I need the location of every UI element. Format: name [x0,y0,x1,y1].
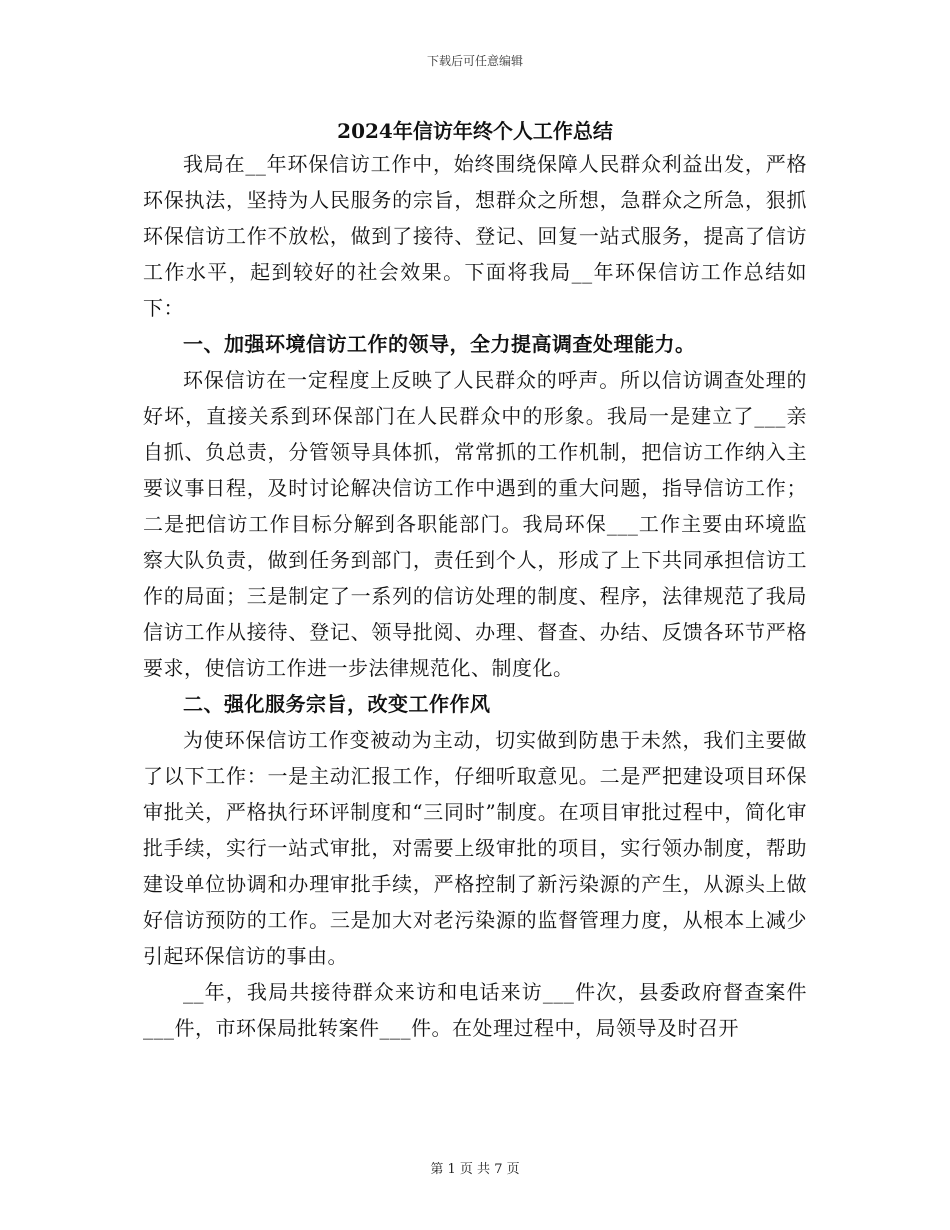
header-note: 下载后可任意编辑 [426,54,523,68]
section-1-paragraph: 环保信访在一定程度上反映了人民群众的呼声。所以信访调查处理的好坏，直接关系到环保部门在人民群众中的形象。我局一是建立了___亲自抓、负总责，分管领导具体抓，常常抓的工作机制，把信访工作纳入主要议事日程，及时讨论解决信访工作中遇到的重大问题，指导信访工作；二是把信访工作目标分解到各职能部门。我局环保___工作主要由环境监察大队负责，做到任务到部门，责任到个人，形成了上下共同承担信访工作的局面；三是制定了一系列的信访处理的制度、程序，法律规范了我局信访工作从接待、登记、领导批阅、办理、督查、办结、反馈各环节严格要求，使信访工作进一步法律规范化、制度化。 [143,368,807,680]
document-title: 2024年信访年终个人工作总结 [337,119,613,143]
intro-paragraph: 我局在__年环保信访工作中，始终围绕保障人民群众利益出发，严格环保执法，坚持为人民服务的宗旨，想群众之所想，急群众之所急，狠抓环保信访工作不放松，做到了接待、登记、回复一站式服务，提高了信访工作水平，起到较好的社会效果。下面将我局__年环保信访工作总结如下： [143,152,807,320]
document-body [143,146,807,1046]
section-heading-1: 一、加强环境信访工作的领导，全力提高调查处理能力。 [183,332,696,356]
section-2-paragraph: 为使环保信访工作变被动为主动，切实做到防患于未然，我们主要做了以下工作：一是主动汇报工作，仔细听取意见。二是严把建设项目环保审批关，严格执行环评制度和“三同时”制度。在项目审批过程中，简化审批手续，实行一站式审批，对需要上级审批的项目，实行领办制度，帮助建设单位协调和办理审批手续，严格控制了新污染源的产生，从源头上做好信访预防的工作。三是加大对老污染源的监督管理力度，从根本上减少引起环保信访的事由。 [143,728,807,968]
page-footer: 第 1 页 共 7 页 [430,1162,520,1177]
section-heading-2: 二、强化服务宗旨，改变工作作风 [183,692,491,716]
statistics-paragraph: __年，我局共接待群众来访和电话来访___件次，县委政府督查案件___件，市环保局批转案件___件。在处理过程中，局领导及时召开 [143,980,807,1040]
